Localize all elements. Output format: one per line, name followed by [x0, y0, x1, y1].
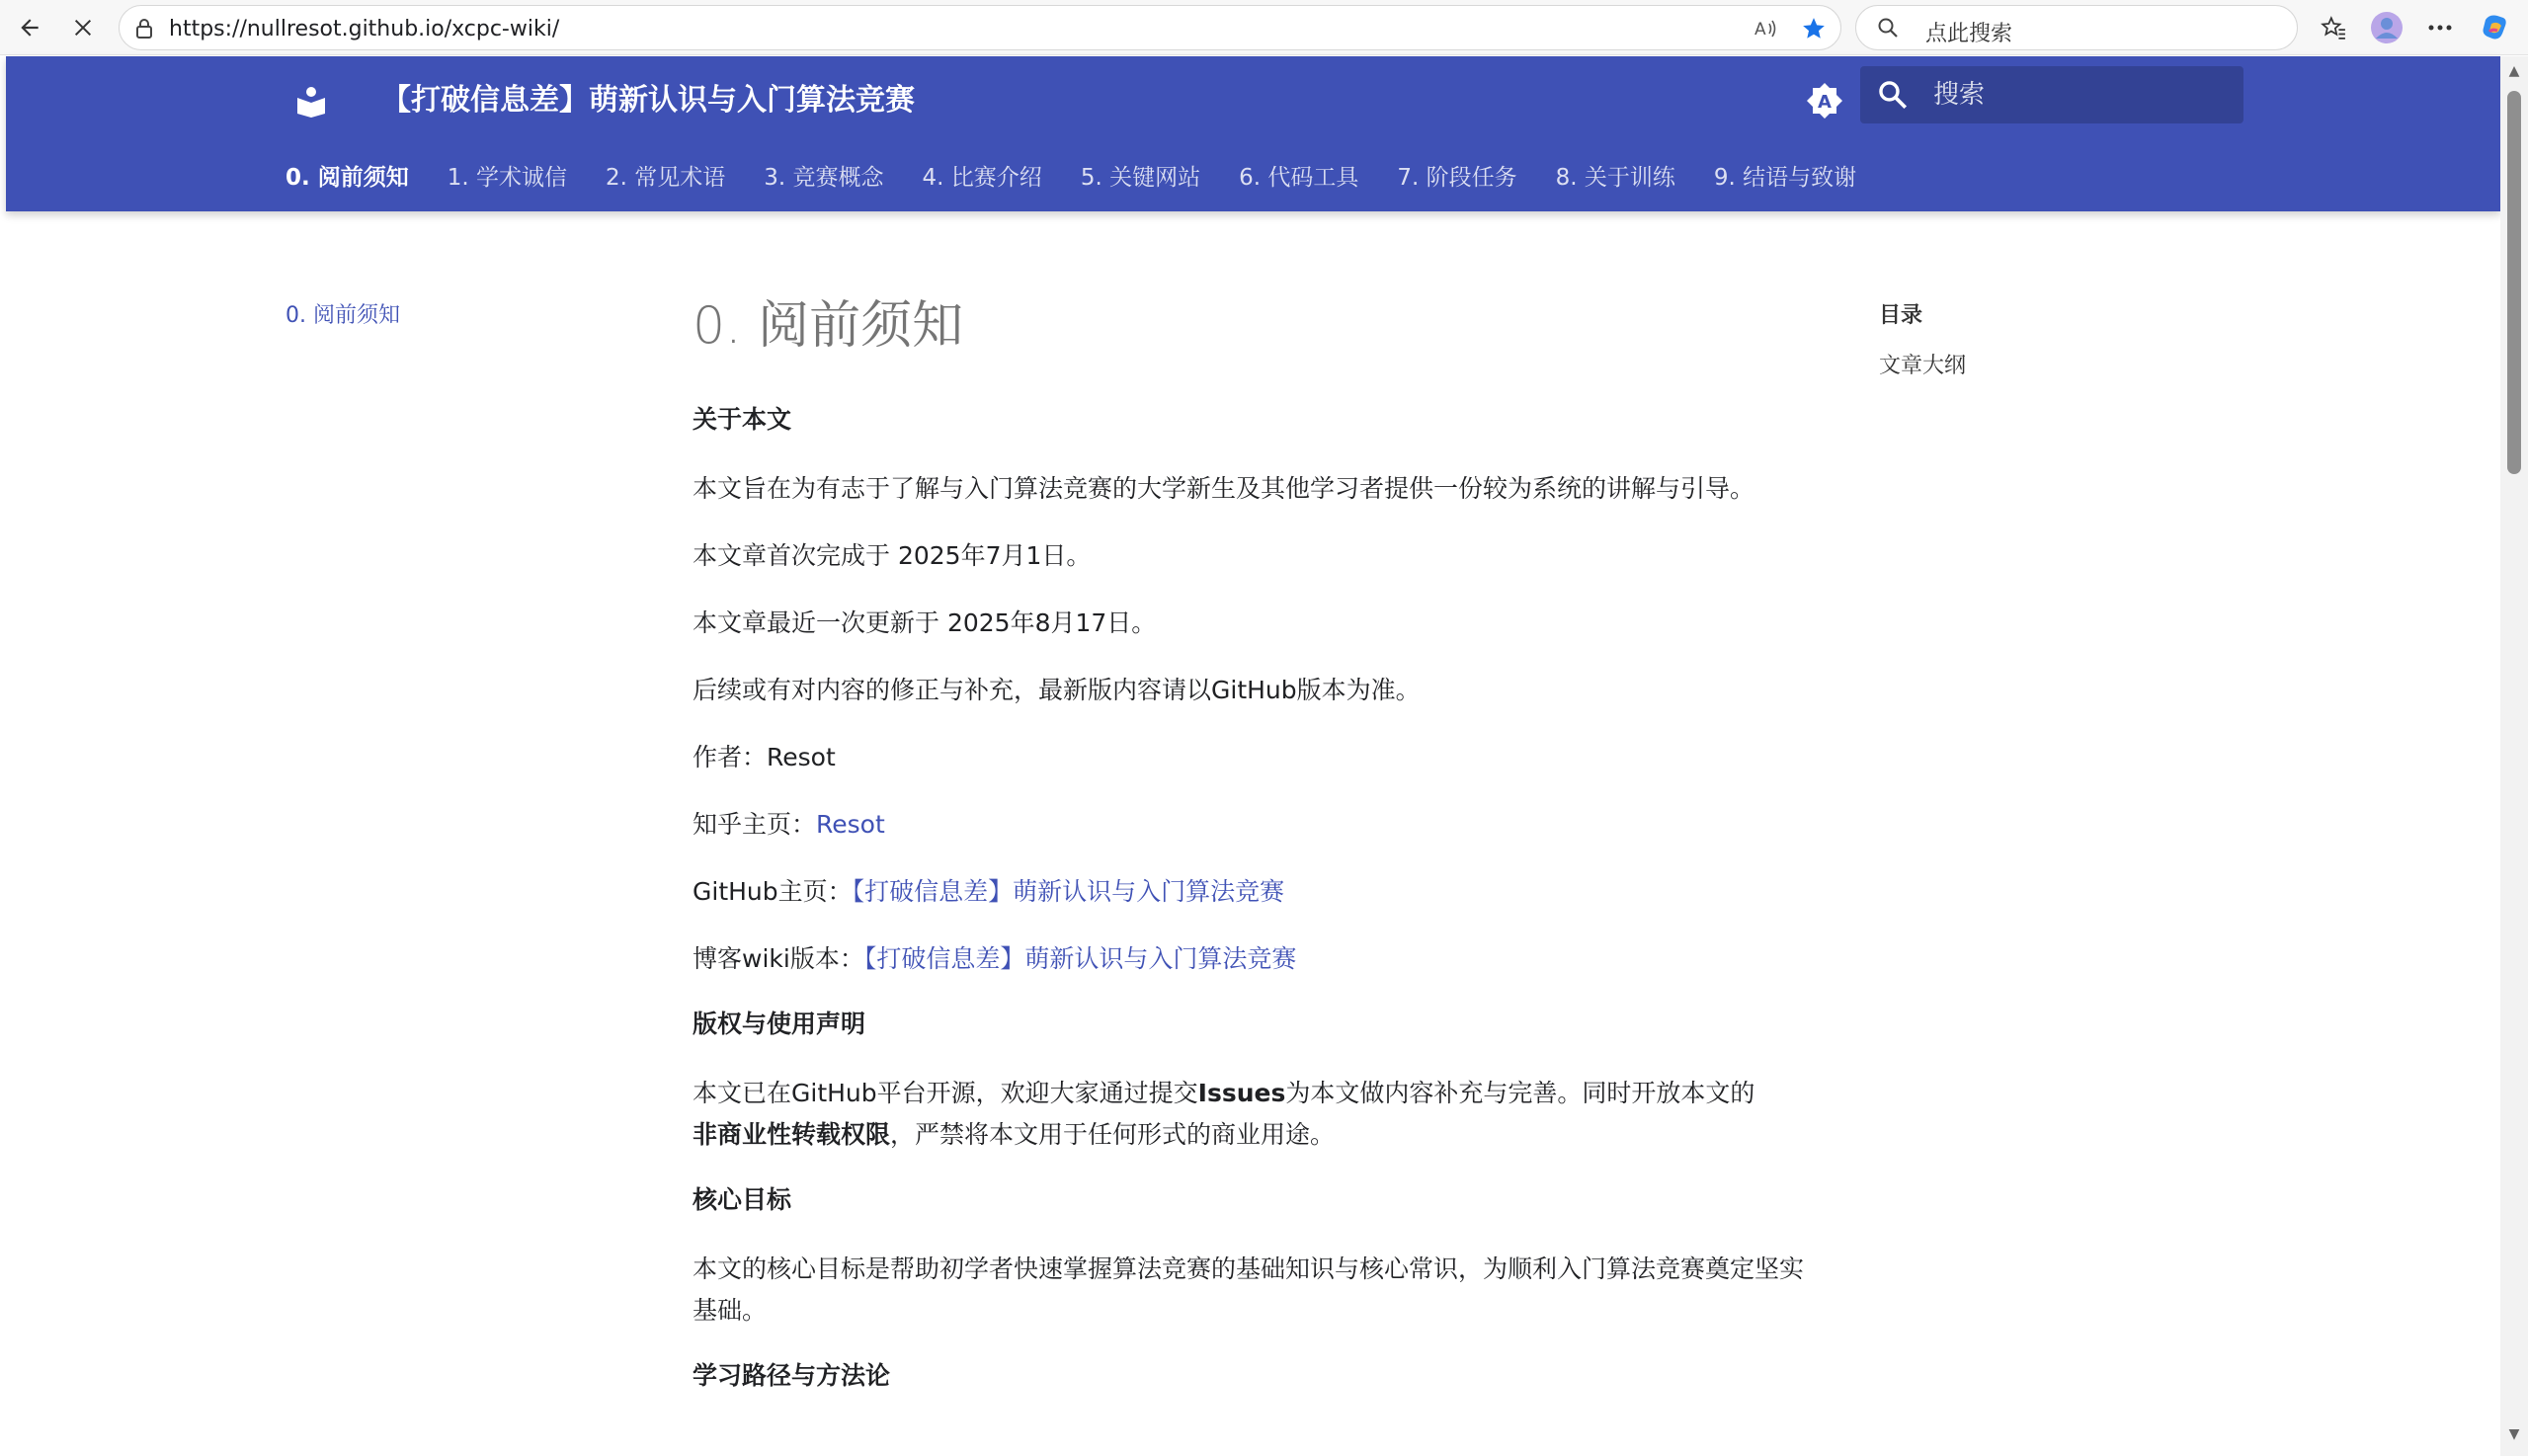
favorite-star-icon[interactable]: [1799, 14, 1829, 43]
scroll-down-icon[interactable]: ▼: [2508, 1426, 2520, 1442]
section-heading-about: 关于本文: [693, 405, 792, 434]
github-label: GitHub主页：: [693, 877, 853, 906]
blog-label: 博客wiki版本：: [693, 944, 864, 973]
paragraph: 本文章最近一次更新于 2025年8月17日。: [693, 608, 1157, 637]
browser-search-box[interactable]: [1855, 5, 2298, 50]
tab-8[interactable]: 8. 关于训练: [1555, 165, 1675, 191]
more-options-icon[interactable]: [2422, 10, 2458, 45]
stop-loading-icon[interactable]: [63, 8, 103, 47]
copilot-icon[interactable]: [2478, 10, 2513, 45]
site-title[interactable]: 【打破信息差】萌新认识与入门算法竞赛: [381, 83, 915, 118]
search-icon: [1876, 16, 1902, 41]
copyright-paragraph: [693, 1073, 1824, 1156]
text-segment: 为本文做内容补充与完善。同时开放本文的: [1285, 1079, 1755, 1107]
svg-text:A: A: [1754, 20, 1766, 40]
lock-icon[interactable]: [129, 14, 159, 43]
zhihu-line: [693, 804, 1824, 846]
tab-9[interactable]: 9. 结语与致谢: [1713, 165, 1857, 191]
svg-text:A: A: [1818, 92, 1832, 113]
paragraph: 后续或有对内容的修正与补充，最新版内容请以GitHub版本为准。: [693, 676, 1421, 704]
table-of-contents: [1879, 298, 1966, 379]
tab-3[interactable]: 3. 竞赛概念: [764, 165, 884, 191]
tab-7[interactable]: 7. 阶段任务: [1397, 165, 1517, 191]
zhihu-label: 知乎主页：: [693, 810, 817, 839]
section-heading-goal: 核心目标: [693, 1185, 792, 1214]
theme-toggle-icon[interactable]: [1798, 74, 1851, 127]
blog-link[interactable]: 【打破信息差】萌新认识与入门算法竞赛: [863, 944, 1297, 973]
toc-title: 目录: [1879, 303, 1923, 328]
section-heading-copyright: 版权与使用声明: [693, 1010, 866, 1038]
tab-6[interactable]: 6. 代码工具: [1239, 165, 1359, 191]
profile-avatar-icon[interactable]: [2369, 10, 2405, 45]
github-line: [693, 871, 1824, 913]
tab-0[interactable]: 0. 阅前须知: [285, 165, 409, 191]
sidebar-item-current[interactable]: 0. 阅前须知: [285, 303, 400, 328]
site-search-box[interactable]: [1860, 66, 2243, 123]
paragraph: 本文的核心目标是帮助初学者快速掌握算法竞赛的基础知识与核心常识，为顺利入门算法竞赛奠定坚实基础。: [693, 1254, 1805, 1325]
browser-search-placeholder: 点此搜索: [1925, 22, 2013, 46]
tab-2[interactable]: 2. 常见术语: [606, 165, 726, 191]
favorites-icon[interactable]: [2316, 10, 2351, 45]
tab-1[interactable]: 1. 学术诚信: [447, 165, 568, 191]
page-title: 0. 阅前须知: [693, 296, 964, 356]
article: [693, 286, 1824, 1424]
scroll-thumb[interactable]: [2507, 91, 2521, 474]
text-segment: ，严禁将本文用于任何形式的商业用途。: [890, 1120, 1336, 1149]
section-heading-path: 学习路径与方法论: [693, 1361, 891, 1390]
tab-bar: [285, 159, 1895, 192]
book-logo-icon[interactable]: [286, 76, 336, 125]
paragraph: 本文章首次完成于 2025年7月1日。: [693, 541, 1092, 570]
bold-text: 非商业性转载权限: [693, 1120, 891, 1149]
tab-5[interactable]: 5. 关键网站: [1080, 165, 1201, 191]
browser-toolbar: [0, 0, 2528, 55]
author-line: 作者：Resot: [693, 743, 836, 771]
read-aloud-icon[interactable]: [1752, 14, 1781, 43]
zhihu-link[interactable]: Resot: [816, 810, 885, 839]
scroll-up-icon[interactable]: ▲: [2508, 63, 2520, 79]
search-icon: [1876, 78, 1910, 112]
tab-4[interactable]: 4. 比赛介绍: [922, 165, 1042, 191]
scrollbar[interactable]: [2500, 56, 2528, 1456]
text-segment: 本文已在GitHub平台开源，欢迎大家通过提交: [693, 1079, 1198, 1107]
blog-line: [693, 938, 1824, 980]
address-bar[interactable]: [119, 5, 1841, 50]
paragraph: 本文旨在为有志于了解与入门算法竞赛的大学新生及其他学习者提供一份较为系统的讲解与引导。: [693, 474, 1755, 503]
github-link[interactable]: 【打破信息差】萌新认识与入门算法竞赛: [852, 877, 1285, 906]
back-arrow-icon[interactable]: [10, 8, 49, 47]
site-header: [6, 56, 2500, 211]
bold-text: Issues: [1197, 1079, 1286, 1107]
toc-item[interactable]: 文章大纲: [1879, 354, 1967, 378]
site-search-input[interactable]: [1933, 66, 2230, 123]
url-text[interactable]: https://nullresot.github.io/xcpc-wiki/: [169, 17, 560, 41]
